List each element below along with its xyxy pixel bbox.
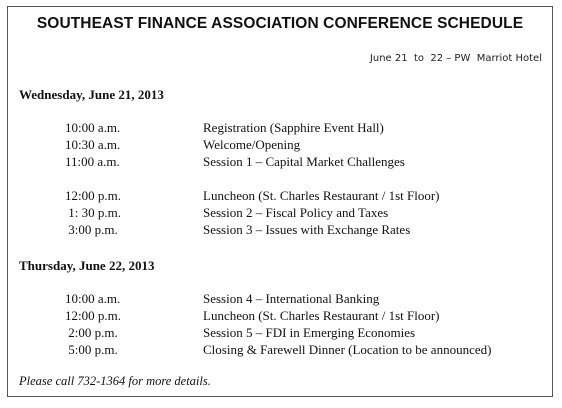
- session-event: Session 1 – Capital Market Challenges: [203, 154, 405, 169]
- conference-dates-location: June 21 to 22 – PW Marriot Hotel: [369, 53, 542, 64]
- session-time: 12:00 p.m.: [65, 308, 121, 323]
- session-event: Session 5 – FDI in Emerging Economies: [203, 325, 416, 340]
- session-time: 3:00 p.m.: [65, 222, 118, 237]
- session-time: 12:00 p.m.: [65, 188, 121, 203]
- session-time: 10:30 a.m.: [65, 137, 121, 152]
- session-time: 1: 30 p.m.: [65, 205, 121, 220]
- session-time: 2:00 p.m.: [65, 325, 118, 340]
- session-event: Session 2 – Fiscal Policy and Taxes: [203, 205, 389, 220]
- contact-note: Please call 732-1364 for more details.: [19, 374, 211, 388]
- session-event: Closing & Farewell Dinner (Location to be announced): [203, 342, 492, 357]
- session-time: 5:00 p.m.: [65, 342, 118, 357]
- day-heading-wednesday: Wednesday, June 21, 2013: [19, 87, 164, 102]
- schedule-frame: [7, 6, 553, 397]
- session-event: Luncheon (St. Charles Restaurant / 1st Floor): [203, 188, 440, 203]
- session-event: Session 3 – Issues with Exchange Rates: [203, 222, 411, 237]
- page-title: SOUTHEAST FINANCE ASSOCIATION CONFERENCE SCHEDULE: [36, 15, 524, 32]
- session-time: 10:00 a.m.: [65, 120, 121, 135]
- session-event: Session 4 – International Banking: [203, 291, 380, 306]
- session-event: Registration (Sapphire Event Hall): [203, 120, 384, 135]
- session-event: Luncheon (St. Charles Restaurant / 1st Floor): [203, 308, 440, 323]
- session-time: 10:00 a.m.: [65, 291, 121, 306]
- day-heading-thursday: Thursday, June 22, 2013: [19, 258, 155, 273]
- session-event: Welcome/Opening: [203, 137, 301, 152]
- session-time: 11:00 a.m.: [65, 154, 120, 169]
